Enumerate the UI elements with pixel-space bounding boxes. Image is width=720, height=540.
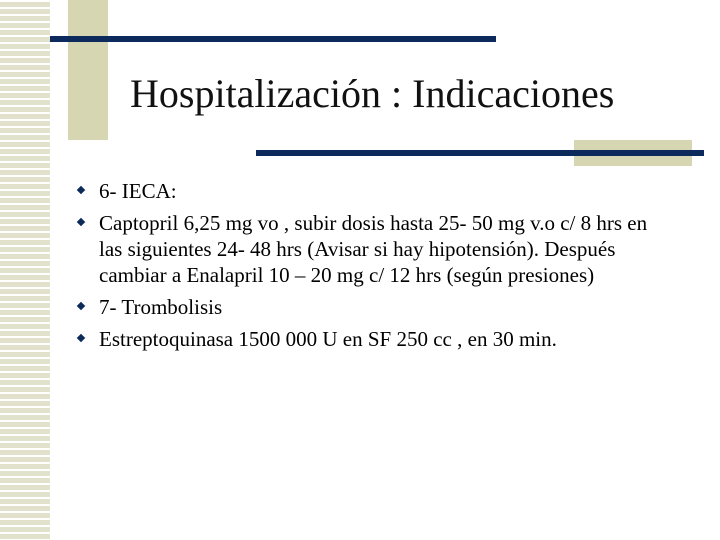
bottom-accent-bar [256,150,704,156]
bullet-item [74,326,674,352]
diamond-bullet-icon [77,334,85,342]
bullet-item [74,294,674,320]
left-stripe-decoration [0,0,50,540]
bullet-item [74,178,674,204]
bullet-text: 7- Trombolisis [99,295,223,319]
bullet-item [74,210,674,288]
bullet-text: Estreptoquinasa 1500 000 U en SF 250 cc , en 30 min. [99,327,557,351]
bullet-text: Captopril 6,25 mg vo , subir dosis hasta 25- 50 mg v.o c/ 8 hrs en las siguientes 24- 48 hrs (Avisar si hay hipotensión). Después cambiar a Enalapril 10 – 20 mg c/ 12 hrs (según presiones) [99,211,648,287]
slide-title: Hospitalización : Indicaciones [130,71,615,116]
title-tan-block [68,0,108,140]
diamond-bullet-icon [77,302,85,310]
diamond-bullet-icon [77,186,85,194]
top-accent-bar [50,36,496,42]
bullet-text: 6- IECA: [99,179,177,203]
diamond-bullet-icon [77,218,85,226]
bullet-list [74,178,674,358]
